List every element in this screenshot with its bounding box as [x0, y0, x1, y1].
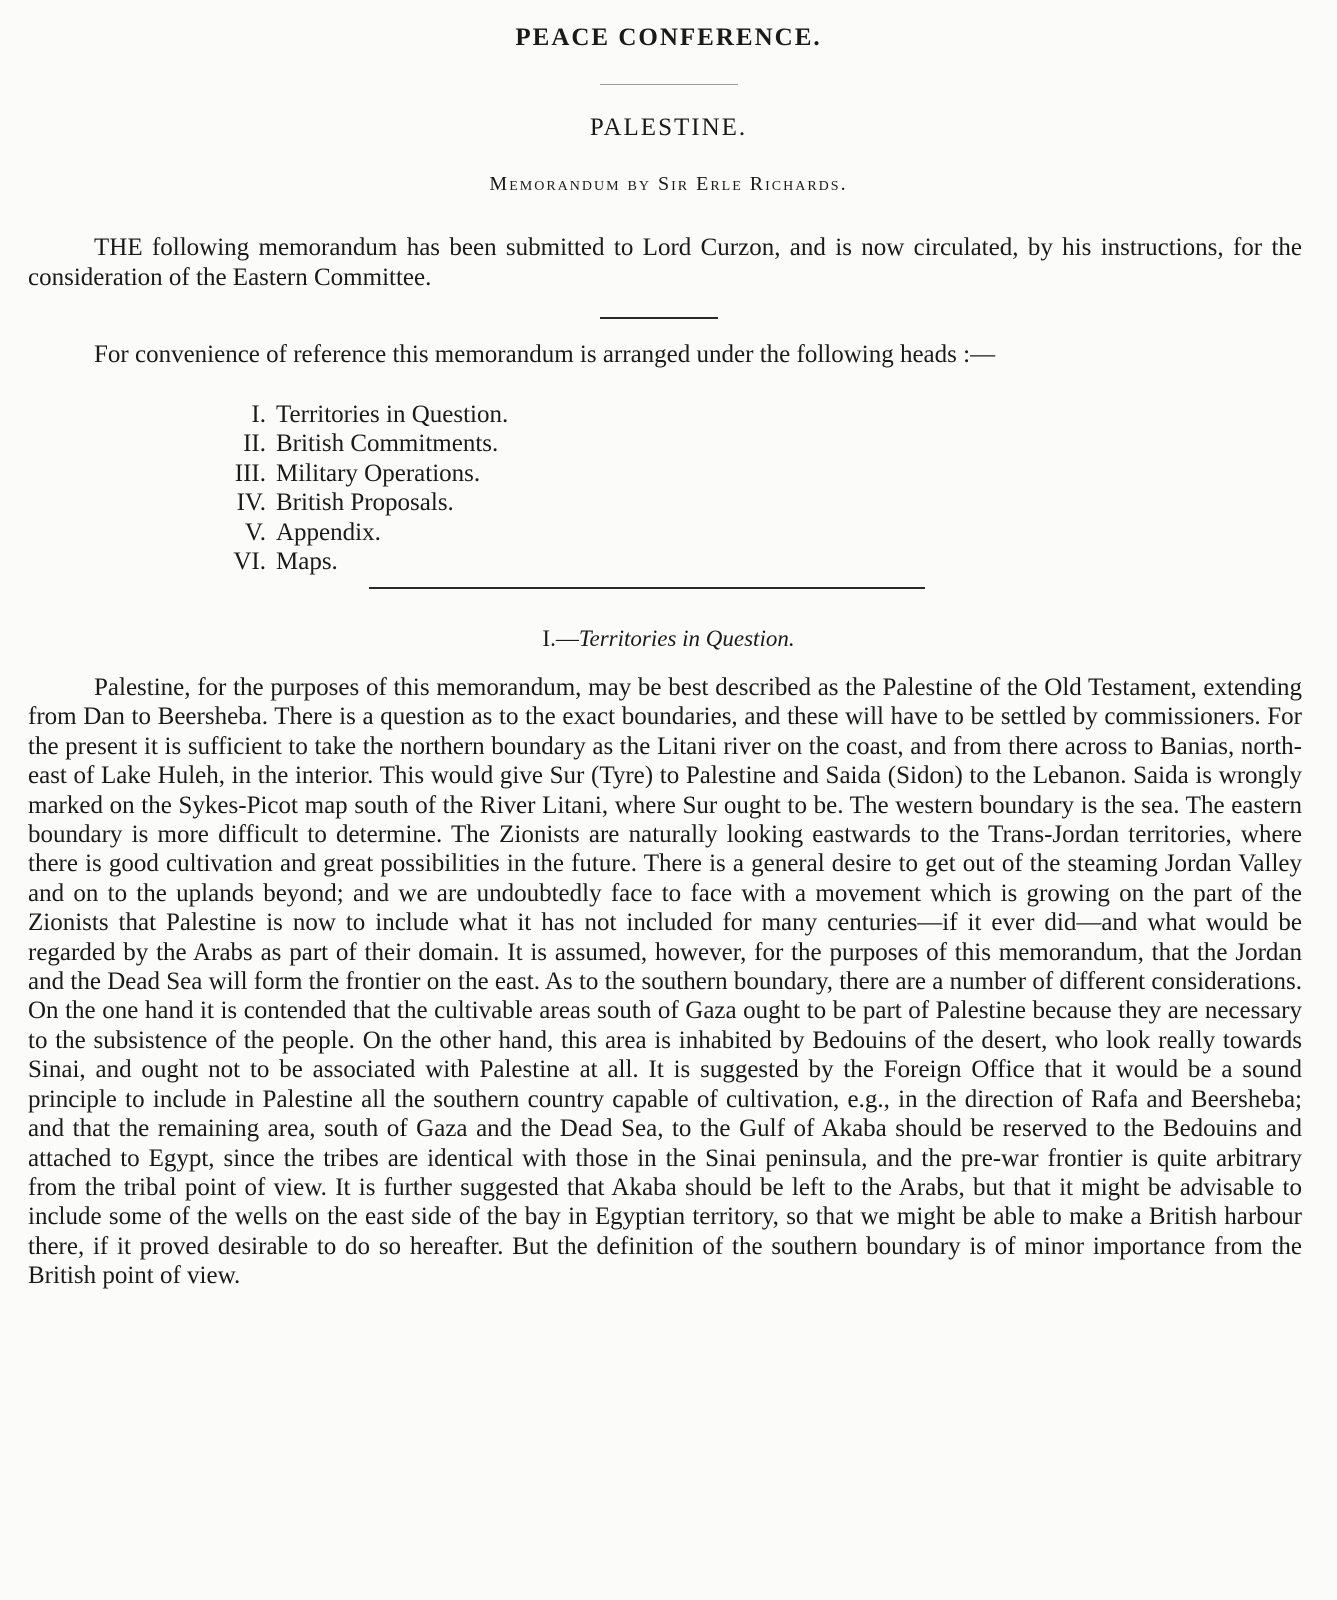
list-item: [190, 488, 508, 517]
list-item-number: VI.: [233, 548, 266, 576]
list-item-number: I.: [251, 401, 266, 428]
list-item-label: British Commitments.: [276, 430, 499, 458]
document-header: PEACE CONFERENCE.: [515, 24, 822, 51]
list-item-label: Appendix.: [276, 518, 381, 546]
list-item-number: V.: [244, 518, 266, 546]
subsection-label: Territories in Question.: [578, 626, 795, 651]
list-item-label: British Proposals.: [276, 489, 454, 517]
list-item: [190, 518, 508, 547]
heads-list: [190, 400, 508, 576]
list-item: [190, 459, 508, 488]
intro-divider: [600, 317, 718, 319]
subsection-title: [0, 626, 1337, 652]
header-divider: [600, 84, 738, 85]
heads-intro-paragraph: For convenience of reference this memorandum is arranged under the following heads :—: [94, 341, 996, 368]
list-item: [190, 429, 508, 458]
list-item-number: III.: [234, 459, 266, 487]
section-title: PALESTINE.: [589, 114, 748, 141]
list-item-number: II.: [243, 430, 266, 458]
list-item-label: Maps.: [276, 548, 338, 576]
list-item: [190, 400, 508, 429]
memorandum-title: Memorandum by Sir Erle Richards.: [489, 173, 848, 195]
subsection-number: I.—: [542, 626, 579, 651]
list-item: [190, 547, 508, 576]
list-item-number: IV.: [236, 489, 266, 517]
list-item-label: Territories in Question.: [276, 401, 509, 428]
intro-paragraph: THE following memorandum has been submitted to Lord Curzon, and is now circulated, by his instructions, for the consideration of the Eastern Committee.: [28, 234, 1302, 291]
list-item-label: Military Operations.: [276, 459, 481, 487]
body-paragraph: Palestine, for the purposes of this memorandum, may be best described as the Palestine of the Old Testament, extending from Dan to Beersheba. There is a question as to the exact boundaries, and these will have to be settled by commissioners. For the present it is sufficient to take the northern boundary as the Litani river on the coast, and from there across to Banias, north-east of Lake Huleh, in the interior. This would give Sur (Tyre) to Palestine and Saida (Sidon) to the Lebanon. Saida is wrongly marked on the Sykes-Picot map south of the River Litani, where Sur ought to be. The western boundary is the sea. The eastern boundary is more difficult to determine. The Zionists are naturally looking eastwards to the Trans-Jordan territories, where there is good cultivation and great possibilities in the future. There is a general desire to get out of the steaming Jordan Valley and on to the uplands beyond; and we are undoubtedly face to face with a movement which is growing on the part of the Zionists that Palestine is now to include what it has not included for many centuries—if it ever did—and what would be regarded by the Arabs as part of their domain. It is assumed, however, for the purposes of this memorandum, that the Jordan and the Dead Sea will form the frontier on the east. As to the southern boundary, there are a number of different considerations. On the one hand it is contended that the cultivable areas south of Gaza ought to be part of Palestine because they are necessary to the subsistence of the people. On the other hand, this area is inhabited by Bedouins of the desert, who look really towards Sinai, and ought not to be associated with Palestine at all. It is suggested by the Foreign Office that it would be a sound principle to include in Palestine all the southern country capable of cultivation, e.g., in the direction of Rafa and Beersheba; and that the remaining area, south of Gaza and the Dead Sea, to the Gulf of Akaba should be reserved to the Bedouins and attached to Egypt, since the tribes are identical with those in the Sinai peninsula, and the pre-war frontier is quite arbitrary from the tribal point of view. It is further suggested that Akaba should be left to the Arabs, but that it might be advisable to include some of the wells on the east side of the bay in Egyptian territory, so that we might be able to make a British harbour there, if it proved desirable to do so hereafter. But the definition of the southern boundary is of minor importance from the British point of view.: [28, 674, 1302, 1290]
heads-divider: [369, 587, 925, 589]
